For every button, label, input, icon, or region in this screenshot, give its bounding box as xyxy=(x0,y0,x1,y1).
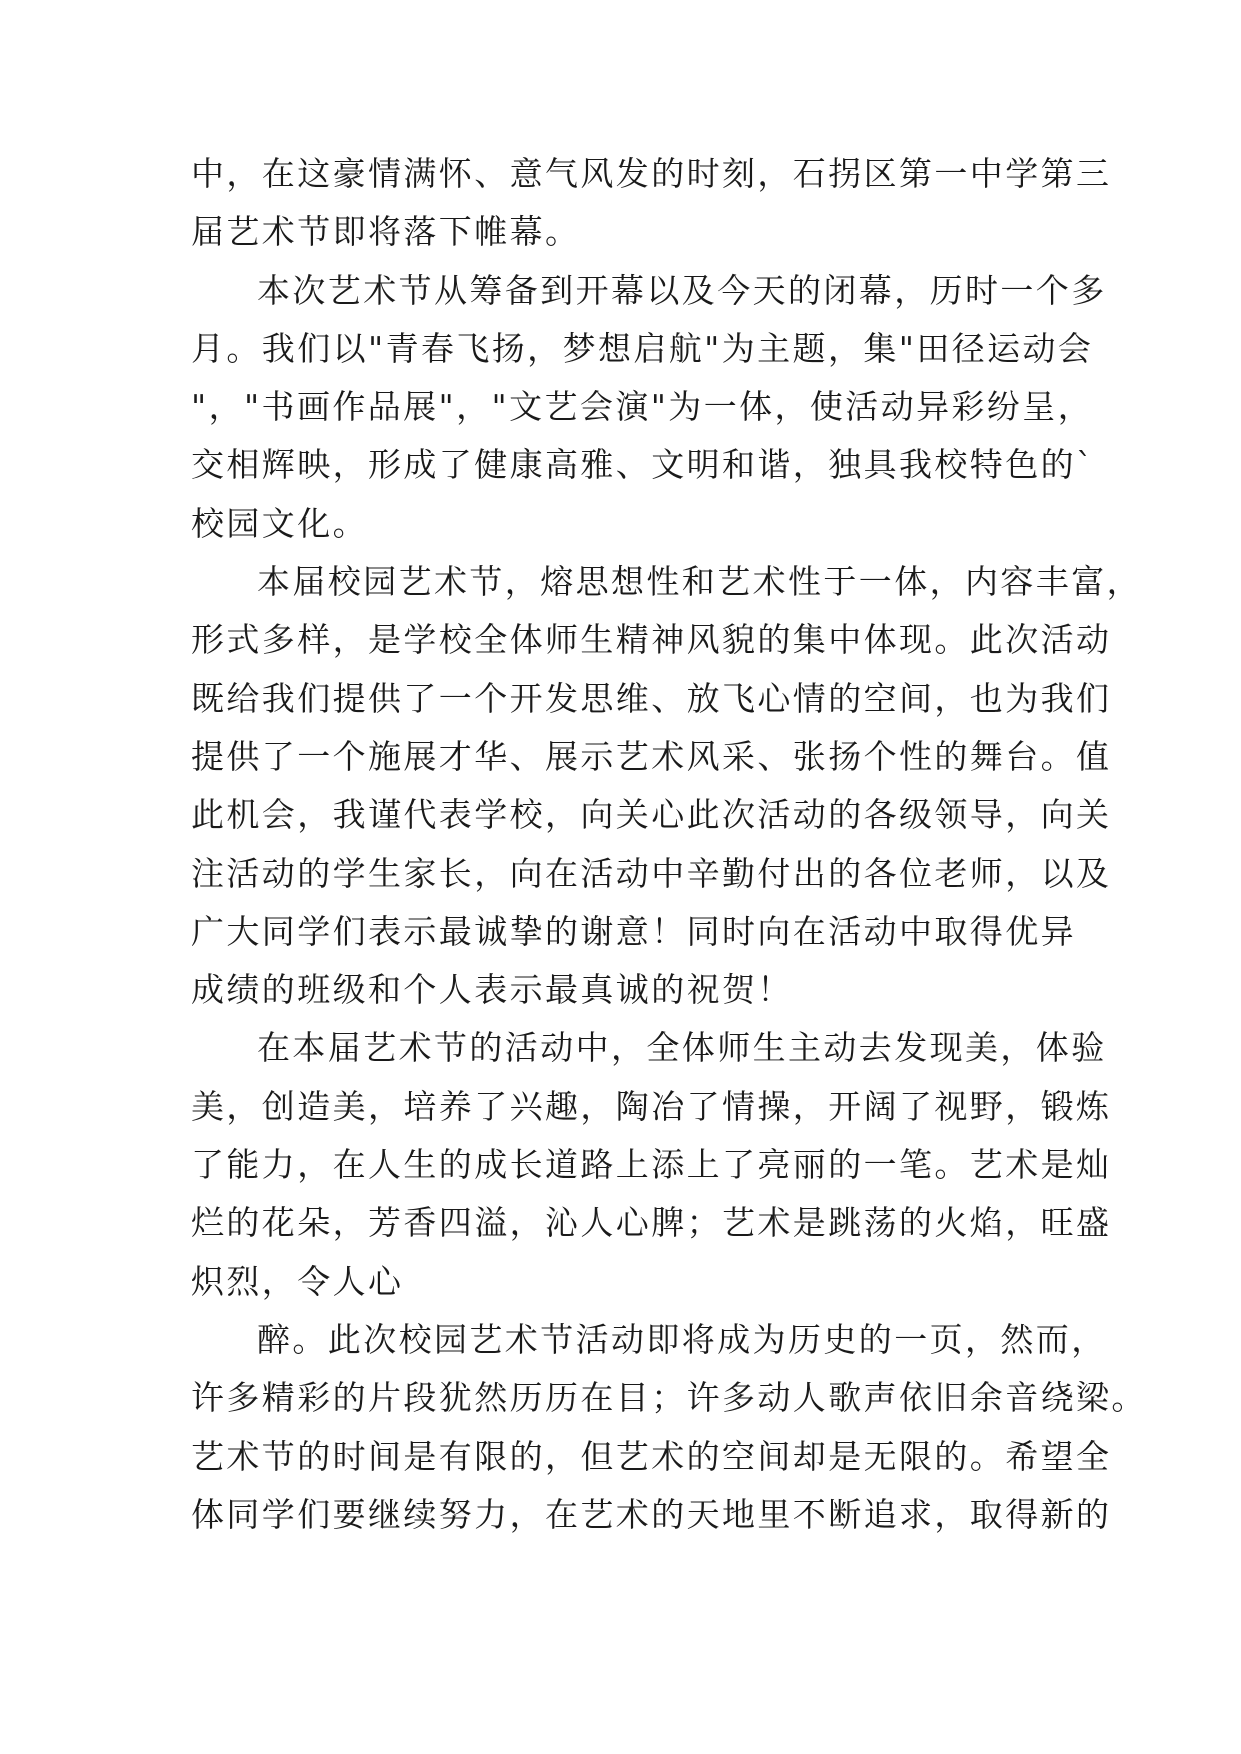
document-body xyxy=(191,145,1147,1544)
text-line: 本届校园艺术节，熔思想性和艺术性于一体，内容丰富， xyxy=(257,562,1142,602)
text-line: 醉。此次校园艺术节活动即将成为历史的一页，然而， xyxy=(257,1319,1107,1359)
text-line: 校园文化。 xyxy=(191,503,368,543)
text-line: 艺术节的时间是有限的，但艺术的空间却是无限的。希望全 xyxy=(191,1436,1112,1476)
text-line: 许多精彩的片段犹然历历在目；许多动人歌声依旧余音绕梁。 xyxy=(191,1378,1147,1418)
text-line: 形式多样，是学校全体师生精神风貌的集中体现。此次活动 xyxy=(191,620,1112,660)
text-line: 本次艺术节从筹备到开幕以及今天的闭幕，历时一个多 xyxy=(257,270,1107,310)
text-line: 交相辉映，形成了健康高雅、文明和谐，独具我校特色的` xyxy=(191,445,1095,485)
text-line: 了能力，在人生的成长道路上添上了亮丽的一笔。艺术是灿 xyxy=(191,1145,1112,1185)
text-line: 既给我们提供了一个开发思维、放飞心情的空间，也为我们 xyxy=(191,678,1112,718)
text-line: 美，创造美，培养了兴趣，陶冶了情操，开阔了视野，锻炼 xyxy=(191,1086,1112,1126)
text-line: 月。我们以"青春飞扬，梦想启航"为主题，集"田径运动会 xyxy=(191,328,1094,368)
text-line: 烂的花朵，芳香四溢，沁人心脾；艺术是跳荡的火焰，旺盛 xyxy=(191,1203,1112,1243)
text-line: 提供了一个施展才华、展示艺术风采、张扬个性的舞台。值 xyxy=(191,736,1112,776)
text-line: 在本届艺术节的活动中，全体师生主动去发现美，体验 xyxy=(257,1028,1107,1068)
text-line: 此机会，我谨代表学校，向关心此次活动的各级领导，向关 xyxy=(191,795,1112,835)
text-line: "，"书画作品展"，"文艺会演"为一体，使活动异彩纷呈， xyxy=(191,387,1094,427)
text-line: 注活动的学生家长，向在活动中辛勤付出的各位老师，以及 xyxy=(191,853,1112,893)
text-line: 届艺术节即将落下帷幕。 xyxy=(191,212,581,252)
text-line: 体同学们要继续努力，在艺术的天地里不断追求，取得新的 xyxy=(191,1494,1112,1534)
text-line: 广大同学们表示最诚挚的谢意！同时向在活动中取得优异 xyxy=(191,911,1076,951)
text-line: 中，在这豪情满怀、意气风发的时刻，石拐区第一中学第三 xyxy=(191,154,1112,193)
text-line: 炽烈，令人心 xyxy=(191,1261,404,1301)
text-line: 成绩的班级和个人表示最真诚的祝贺！ xyxy=(191,970,793,1010)
